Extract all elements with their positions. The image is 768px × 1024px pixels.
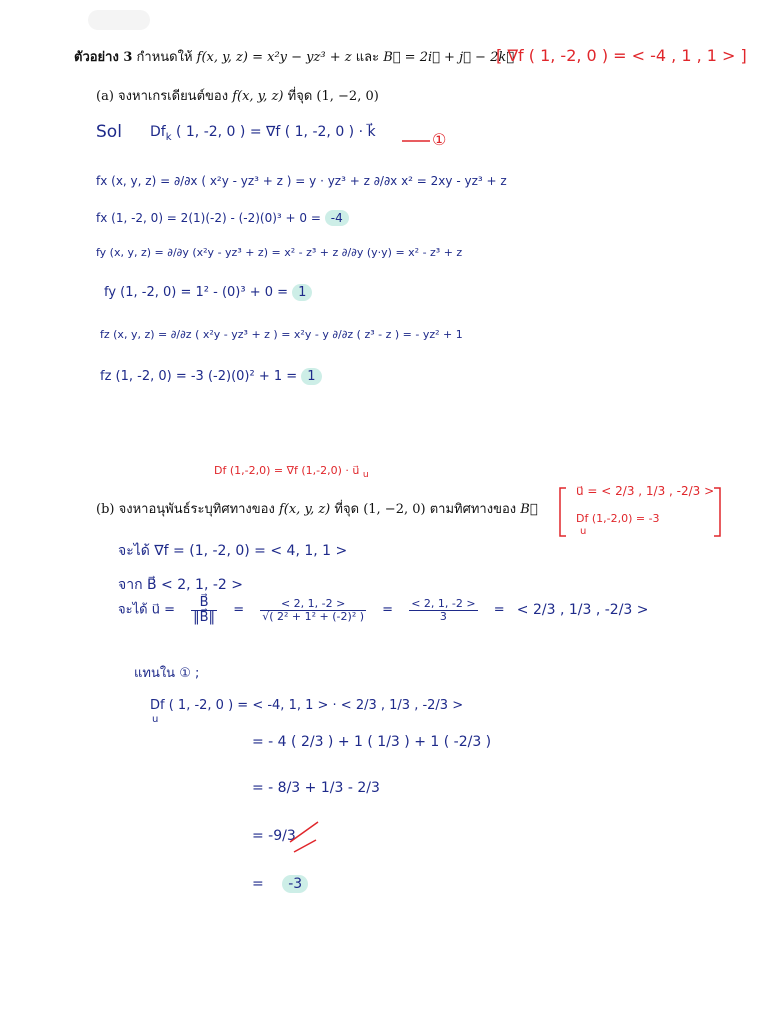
- calc-line-2: = - 4 ( 2/3 ) + 1 ( 1/3 ) + 1 ( -2/3 ): [252, 734, 492, 750]
- given-text: กำหนดให้: [136, 50, 193, 65]
- calc-line-1-subscript: u: [152, 714, 159, 725]
- calc-line-1-text: Df ( 1, -2, 0 ) = < -4, 1, 1 > · < 2/3 , 1/3 , -2/3 >: [150, 698, 464, 713]
- part-b-point: (1, −2, 0): [363, 502, 426, 517]
- fy-general-line: fy (x, y, z) = ∂/∂y (x²y - yz³ + z) = x² - z³ + z ∂/∂y (y·y) = x² - z³ + z: [96, 246, 463, 259]
- step-unit-vector: จะได้ u⃗ = $\frac{B⃗}{‖B⃗‖}$ = $\frac{< 2, 1, -2 >}{\text{√( 2² + 1² + (-2)² )}}$ = $\frac{< 2, 1, -2 >}{3}$ = < 2/3 , 1/3 , -2/3 >: [118, 595, 649, 625]
- part-a-point: (1, −2, 0): [316, 89, 379, 104]
- and-text: และ: [355, 50, 380, 65]
- frac-sqrt-den: √( 2² + 1² + (-2)² ): [262, 609, 365, 623]
- red-box-answer-text: Df (1,-2,0) = -3: [576, 512, 660, 525]
- part-a-question: จงหาเกรเดียนต์ของ: [118, 89, 229, 104]
- part-a-at-point: ที่จุด: [287, 89, 313, 104]
- calc-line-3: = - 8/3 + 1/3 - 2/3: [252, 780, 380, 796]
- red-note-subscript: u: [362, 469, 369, 481]
- frac-three-num: < 2, 1, -2 >: [411, 597, 476, 611]
- red-box-bracket-left: [560, 488, 566, 536]
- step-unit-result: < 2/3 , 1/3 , -2/3 >: [516, 601, 649, 618]
- part-b-question: จงหาอนุพันธ์ระบุทิศทางของ: [118, 502, 275, 517]
- fz-general-line: fz (x, y, z) = ∂/∂z ( x²y - yz³ + z ) = x²y - y ∂/∂z ( z³ - z ) = - yz² + 1: [100, 328, 463, 341]
- final-answer-highlight: -3: [282, 875, 308, 893]
- calc-line-5-eq: =: [252, 876, 264, 892]
- df-k-rest: ( 1, -2, 0 ) = ∇f ( 1, -2, 0 ) · k⃗: [175, 124, 376, 140]
- strike-mark-2: [294, 840, 316, 852]
- red-gradient-result: [ ∇f ( 1, -2, 0 ) = < -4 , 1 , 1 > ]: [496, 46, 747, 65]
- vector-definition: B⃗ = 2i⃗ + j⃗ − 2k⃗: [383, 50, 515, 65]
- part-b-vector: B⃗: [520, 502, 538, 517]
- fx-value-highlight: -4: [325, 210, 349, 226]
- fz-value-highlight: 1: [301, 368, 321, 385]
- fy-at-point-expr: fy (1, -2, 0) = 1² - (0)³ + 0 =: [104, 285, 289, 300]
- fz-at-point-expr: fz (1, -2, 0) = -3 (-2)(0)² + 1 =: [100, 369, 298, 384]
- red-box-subscript: u: [580, 526, 587, 537]
- part-a-label: (a): [96, 89, 114, 104]
- equation-tag-1: ①: [432, 130, 447, 149]
- frac-b-den: ‖B⃗‖: [193, 609, 216, 625]
- part-b-function: f(x, y, z): [278, 502, 331, 517]
- example-label: ตัวอย่าง 3: [74, 50, 133, 65]
- fy-value-highlight: 1: [292, 284, 312, 301]
- calc-line-4: = -9/3: [252, 828, 296, 844]
- df-subscript-k: k: [165, 131, 172, 143]
- frac-b-num: B⃗: [191, 596, 217, 611]
- fx-at-point-expr: fx (1, -2, 0) = 2(1)(-2) - (-2)(0)³ + 0 =: [96, 211, 321, 225]
- part-b-direction-text: ตามทิศทางของ: [429, 502, 517, 517]
- part-b-at-point: ที่จุด: [334, 502, 360, 517]
- substitute-text: แทนใน ① ;: [134, 666, 200, 681]
- function-definition: f(x, y, z) = x²y − yz³ + z: [196, 50, 352, 65]
- sol-label: Sol: [96, 122, 122, 142]
- step-gradient: จะได้ ∇f = (1, -2, 0) = < 4, 1, 1 >: [118, 543, 348, 559]
- red-note-text: Df (1,-2,0) = ∇f (1,-2,0) · u⃗: [214, 464, 360, 477]
- step-vector-b: จาก B⃗ < 2, 1, -2 >: [118, 577, 243, 593]
- strike-mark: [290, 822, 318, 842]
- red-box-unit-vector: u⃗ = < 2/3 , 1/3 , -2/3 >: [576, 484, 715, 498]
- part-a-function: f(x, y, z): [232, 89, 284, 104]
- frac-three-den: 3: [439, 609, 447, 623]
- fx-general-line: fx (x, y, z) = ∂/∂x ( x²y - yz³ + z ) = y · yz³ + z ∂/∂x x² = 2xy - yz³ + z: [96, 174, 507, 188]
- step-unit-prefix: จะได้ u⃗ =: [118, 602, 175, 618]
- frac-sqrt-num: < 2, 1, -2 >: [260, 598, 366, 611]
- part-b-label: (b): [96, 502, 115, 517]
- red-box-bracket-right: [714, 488, 720, 536]
- df-symbol: Df: [150, 124, 166, 140]
